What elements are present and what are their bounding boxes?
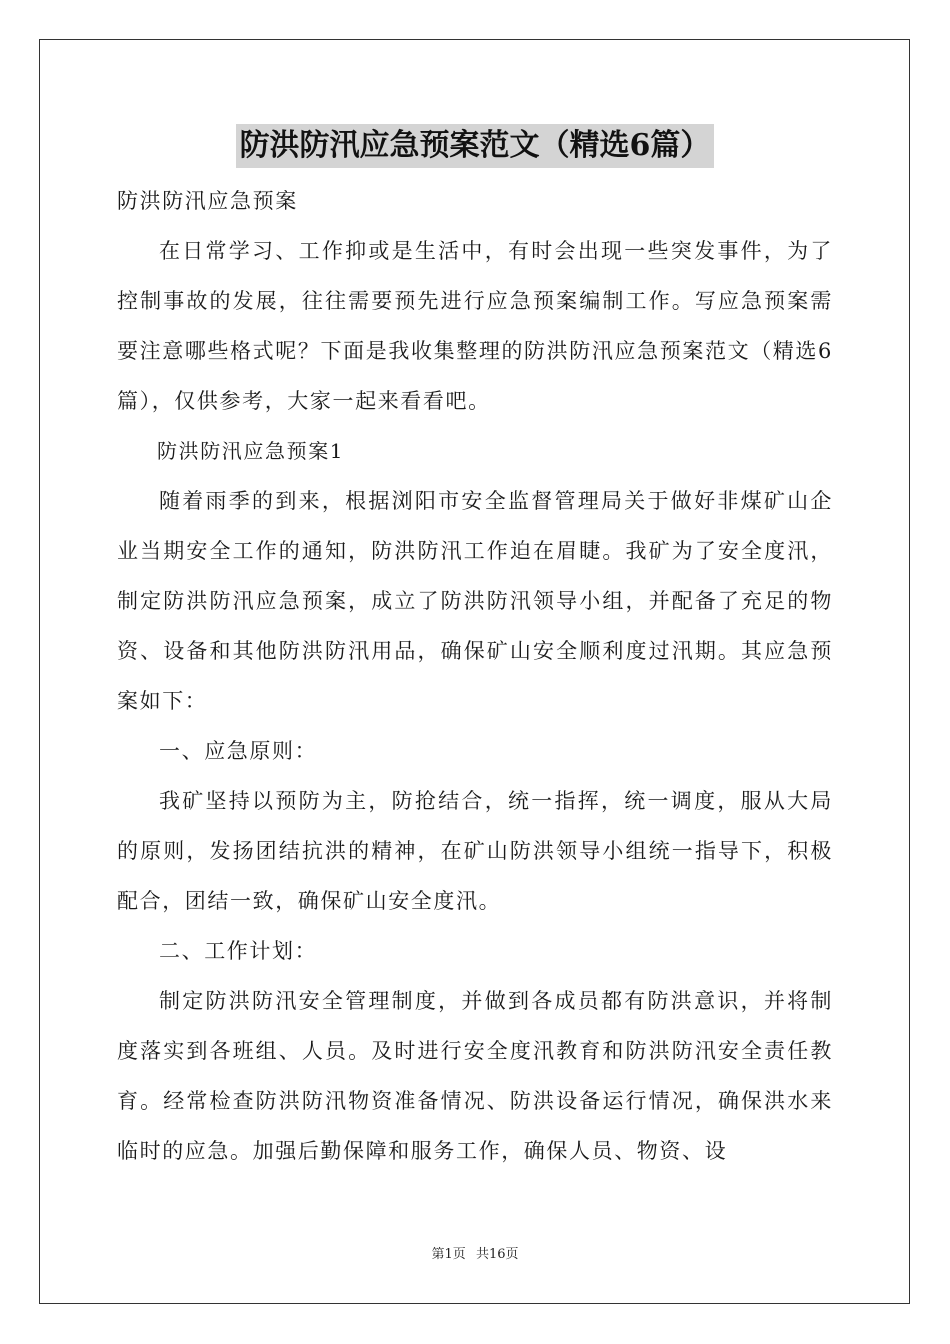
- subsection-heading: 防洪防汛应急预案1: [157, 439, 345, 463]
- item-heading: 二、工作计划：: [159, 939, 318, 963]
- body-paragraph: 制定防洪防汛安全管理制度，并做到各成员都有防洪意识，并将制度落实到各班组、人员。及时进行安全度汛教育和防洪防汛安全责任教育。经常检查防洪防汛物资准备情况、防洪设备运行情况，确保洪水来临时的应急。加强后勤保障和服务工作，确保人员、物资、设: [117, 989, 833, 1163]
- title-container: [0, 124, 950, 168]
- document-body: [117, 176, 833, 1176]
- page-number: 第1页: [431, 1247, 466, 1262]
- intro-paragraph: 在日常学习、工作抑或是生活中，有时会出现一些突发事件，为了控制事故的发展，往往需要预先进行应急预案编制工作。写应急预案需要注意哪些格式呢？下面是我收集整理的防洪防汛应急预案范文（精选6篇），仅供参考，大家一起来看看吧。: [117, 239, 833, 413]
- item-heading: 一、应急原则：: [159, 739, 318, 763]
- page-footer: [0, 1243, 950, 1262]
- body-paragraph: 我矿坚持以预防为主，防抢结合，统一指挥，统一调度，服从大局的原则，发扬团结抗洪的精神，在矿山防洪领导小组统一指导下，积极配合，团结一致，确保矿山安全度汛。: [117, 789, 833, 913]
- body-paragraph: 随着雨季的到来，根据浏阳市安全监督管理局关于做好非煤矿山企业当期安全工作的通知，防洪防汛工作迫在眉睫。我矿为了安全度汛，制定防洪防汛应急预案，成立了防洪防汛领导小组，并配备了充足的物资、设备和其他防洪防汛用品，确保矿山安全顺利度过汛期。其应急预案如下：: [117, 489, 833, 713]
- document-title: 防洪防汛应急预案范文（精选6篇）: [236, 124, 715, 168]
- page-total: 共16页: [475, 1247, 519, 1262]
- section-heading: 防洪防汛应急预案: [117, 189, 298, 213]
